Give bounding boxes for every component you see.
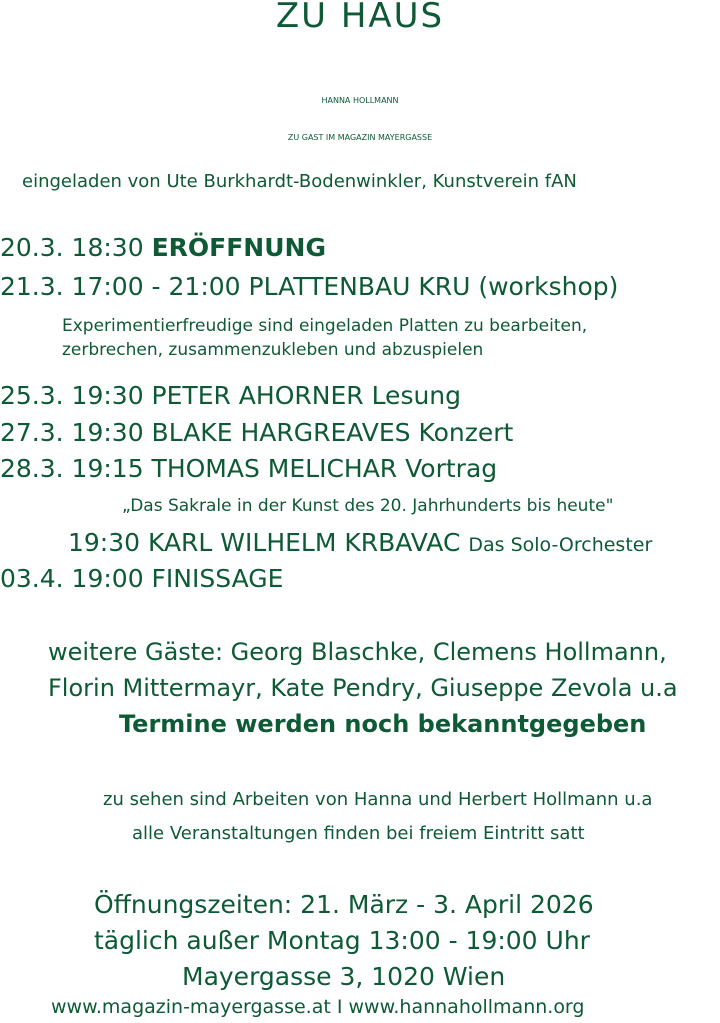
event-workshop: 21.3. 17:00 - 21:00 PLATTENBAU KRU (workshop) <box>0 272 619 301</box>
guests-line-2: Florin Mittermayr, Kate Pendry, Giuseppe Zevola u.a <box>48 674 678 702</box>
workshop-desc-1: Experimentierfreudige sind eingeladen Platten zu bearbeiten, <box>62 316 588 336</box>
guests-line-1: weitere Gäste: Georg Blaschke, Clemens Hollmann, <box>48 638 667 666</box>
event-opening <box>0 233 326 262</box>
talk-quote: „Das Sakrale in der Kunst des 20. Jahrhunderts bis heute" <box>122 496 614 516</box>
event-orchestra <box>68 528 652 557</box>
invited-by: eingeladen von Ute Burkhardt-Bodenwinkler, Kunstverein fAN <box>22 171 577 192</box>
page-title: ZU HAUS <box>275 0 445 36</box>
event-finissage: 03.4. 19:00 FINISSAGE <box>0 564 284 593</box>
event-talk: 28.3. 19:15 THOMAS MELICHAR Vortrag <box>0 454 498 483</box>
website-links[interactable]: www.magazin-mayergasse.at I www.hannahollmann.org <box>51 996 585 1018</box>
opening-hours: Öffnungszeiten: 21. März - 3. April 2026 <box>94 890 594 919</box>
event-orchestra-name: 19:30 KARL WILHELM KRBAVAC <box>68 528 461 557</box>
guests-dates-tba: Termine werden noch bekanntgegeben <box>119 710 647 738</box>
event-opening-date: 20.3. 18:30 <box>0 233 144 262</box>
workshop-desc-2: zerbrechen, zusammenzukleben und abzuspielen <box>62 340 484 360</box>
event-opening-name: ERÖFFNUNG <box>151 233 326 262</box>
event-concert: 27.3. 19:30 BLAKE HARGREAVES Konzert <box>0 418 514 447</box>
event-orchestra-sub: Das Solo-Orchester <box>468 534 653 556</box>
works-note: zu sehen sind Arbeiten von Hanna und Herbert Hollmann u.a <box>103 789 653 810</box>
venue-line: ZU GAST IM MAGAZIN MAYERGASSE <box>287 133 433 142</box>
address: Mayergasse 3, 1020 Wien <box>182 962 506 991</box>
event-reading: 25.3. 19:30 PETER AHORNER Lesung <box>0 381 462 410</box>
artist-name: HANNA HOLLMANN <box>321 96 399 105</box>
free-entry-note: alle Veranstaltungen finden bei freiem Eintritt satt <box>132 823 585 844</box>
opening-days: täglich außer Montag 13:00 - 19:00 Uhr <box>94 926 590 955</box>
